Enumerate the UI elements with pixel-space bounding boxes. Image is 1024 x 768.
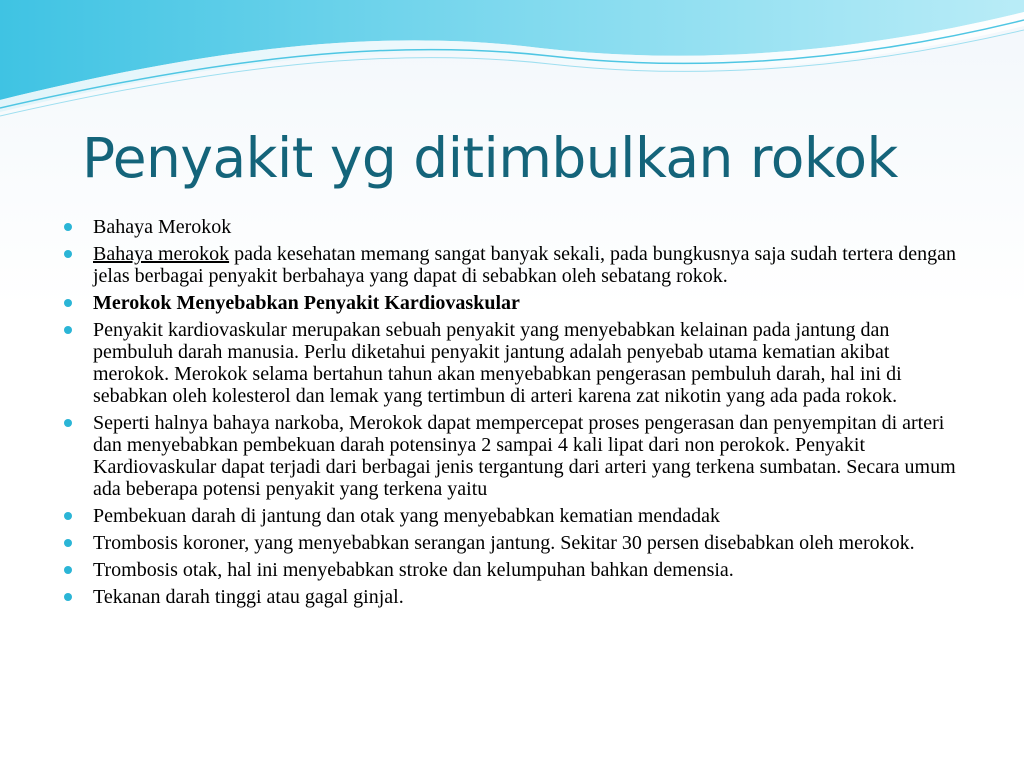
- bullet-item: [58, 292, 958, 314]
- bullet-text: pada kesehatan memang sangat banyak sekali, pada bungkusnya saja sudah tertera dengan jelas berbagai penyakit berbahaya yang dapat di sebabkan oleh sebatang rokok.: [93, 243, 957, 287]
- bullet-dot-icon: [64, 566, 72, 574]
- slide-title: Penyakit yg ditimbulkan rokok: [82, 126, 898, 190]
- bullet-text: Trombosis koroner, yang menyebabkan serangan jantung. Sekitar 30 persen disebabkan oleh merokok.: [93, 532, 915, 554]
- bullet-text: Trombosis otak, hal ini menyebabkan stroke dan kelumpuhan bahkan demensia.: [93, 559, 734, 581]
- bullet-dot-icon: [64, 326, 72, 334]
- bullet-text: Seperti halnya bahaya narkoba, Merokok dapat mempercepat proses pengerasan dan penyempitan di arteri dan menyebabkan pembekuan darah potensinya 2 sampai 4 kali lipat dari non perokok. Penyakit Kardiovaskular dapat terjadi dari berbagai jenis tergantung dari arteri yang terkena sumbatan. Secara umum ada beberapa potensi penyakit yang terkena yaitu: [93, 412, 956, 500]
- bullet-dot-icon: [64, 419, 72, 427]
- bullet-item: [58, 243, 958, 287]
- bullet-dot-icon: [64, 299, 72, 307]
- bullet-item: [58, 586, 958, 608]
- bullet-item: [58, 559, 958, 581]
- bullet-dot-icon: [64, 223, 72, 231]
- bahaya-merokok-link[interactable]: Bahaya merokok: [93, 243, 230, 265]
- bullet-dot-icon: [64, 250, 72, 258]
- wave-header-decoration: [0, 0, 1024, 130]
- bullet-item: [58, 505, 958, 527]
- bullet-text: Penyakit kardiovaskular merupakan sebuah penyakit yang menyebabkan kelainan pada jantung dan pembuluh darah manusia. Perlu diketahui penyakit jantung adalah penyebab utama kematian akibat merokok. Merokok selama bertahun tahun akan menyebabkan pengerasan pembuluh darah, hal ini di sebabkan oleh kolesterol dan lemak yang tertimbun di arteri karena zat nikotin yang ada pada rokok.: [93, 319, 902, 407]
- bullet-item: [58, 216, 958, 238]
- bullet-heading: Merokok Menyebabkan Penyakit Kardiovaskular: [93, 292, 520, 314]
- bullet-item: [58, 412, 958, 500]
- bullet-text: Tekanan darah tinggi atau gagal ginjal.: [93, 586, 404, 608]
- bullet-text: Pembekuan darah di jantung dan otak yang menyebabkan kematian mendadak: [93, 505, 721, 527]
- bullet-list: [58, 216, 958, 613]
- bullet-text: Bahaya Merokok: [93, 216, 232, 238]
- bullet-dot-icon: [64, 539, 72, 547]
- bullet-dot-icon: [64, 512, 72, 520]
- bullet-item: [58, 532, 958, 554]
- bullet-item: [58, 319, 958, 407]
- bullet-dot-icon: [64, 593, 72, 601]
